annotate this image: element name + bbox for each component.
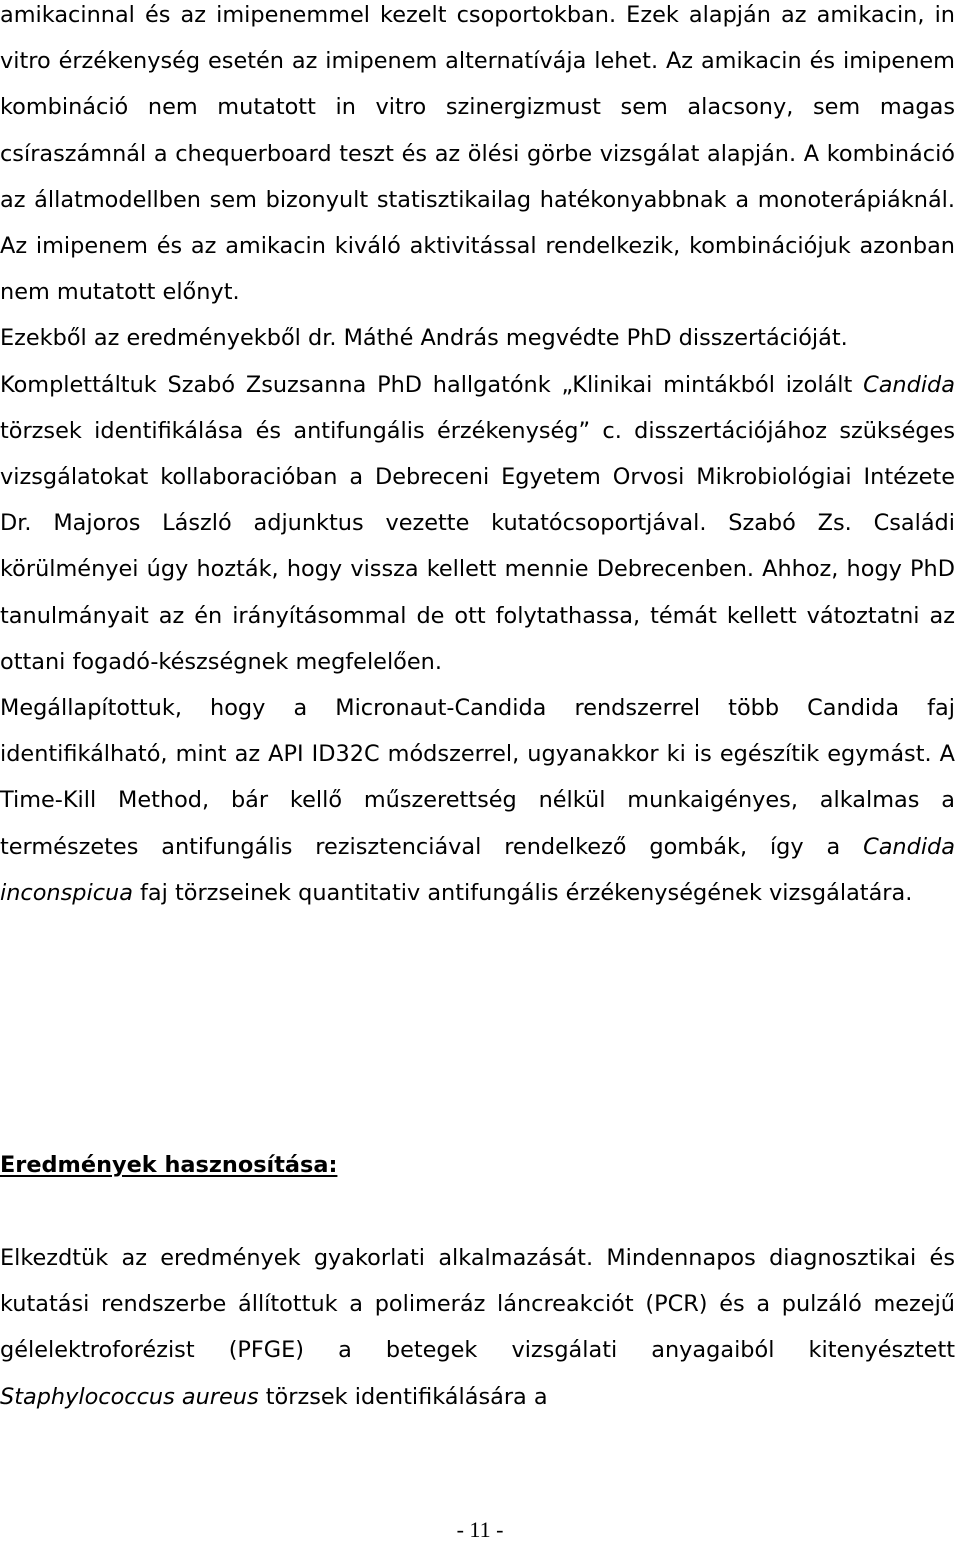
paragraph-text: Elkezdtük az eredmények gyakorlati alkalmazását. Mindennapos diagnosztikai és kutatási rendszerbe állítottuk a polimeráz láncreakciót (PCR) és a pulzáló mezejű gélelektroforézist (PFGE) a betegek vizsgálati anyagaiból kitenyésztett bbox=[0, 1245, 955, 1364]
paragraph-text: Komplettáltuk Szabó Zsuzsanna PhD hallgatónk „Klinikai mintákból izolált bbox=[0, 371, 864, 398]
paragraph-text: Ezekből az eredményekből dr. Máthé András megvédte PhD disszertációját. bbox=[0, 325, 848, 352]
paragraph-text: törzsek identifikálása és antifungális érzékenység” c. disszertációjához szükséges vizsgálatokat kollaboracióban a Debreceni Egyetem Orvosi Mikrobiológiai Intézete Dr. Majoros László adjunktus vezette kutatócsoportjával. Szabó Zs. Családi körülményei úgy hozták, hogy vissza kellett mennie Debrecenben. Ahhoz, hogy PhD tanulmányait az én irányításommal de ott folytathassa, témát kellett vátoztatni az ottani fogadó-készségnek megfelelően. bbox=[0, 417, 955, 675]
paragraph-text: törzsek identifikálására a bbox=[258, 1383, 548, 1410]
paragraph-text: faj törzseinek quantitativ antifungális érzékenységének vizsgálatára. bbox=[132, 879, 913, 906]
italic-term: Candida inconspicua bbox=[0, 833, 955, 906]
paragraph-dissertation-mathe bbox=[0, 315, 955, 361]
paragraph-text: Megállapítottuk, hogy a Micronaut-Candida rendszerrel több Candida faj identifikálható, mint az API ID32C módszerrel, ugyanakkor ki is egészítik egymást. A Time-Kill Method, bár kellő műszerettség nélkül munkaigényes, alkalmas a természetes antifungális rezisztenciával rendelkező gombák, így a bbox=[0, 695, 955, 860]
paragraph-results-utilization bbox=[0, 1235, 955, 1420]
paragraph-candida-dissertation bbox=[0, 362, 955, 685]
paragraph-text: amikacinnal és az imipenemmel kezelt csoportokban. Ezek alapján az amikacin, in vitro érzékenység esetén az imipenem alternatívája lehet. Az amikacin és imipenem kombináció nem mutatott in vitro szinergizmust sem alacsony, sem magas csíraszámnál a chequerboard teszt és az ölési görbe vizsgálat alapján. A kombináció az állatmodellben sem bizonyult statisztikailag hatékonyabbnak a monoterápiáknál. Az imipenem és az amikacin kiváló aktivitással rendelkezik, kombinációjuk azonban nem mutatott előnyt. bbox=[0, 2, 955, 306]
section-heading: Eredmények hasznosítása: bbox=[0, 1152, 338, 1178]
paragraph-micronaut-candida bbox=[0, 685, 955, 916]
italic-term: Candida bbox=[863, 371, 955, 398]
italic-term: Staphylococcus aureus bbox=[0, 1383, 259, 1410]
page-number: - 11 - bbox=[456, 1517, 504, 1542]
paragraph-amikacin-imipenem bbox=[0, 0, 955, 315]
